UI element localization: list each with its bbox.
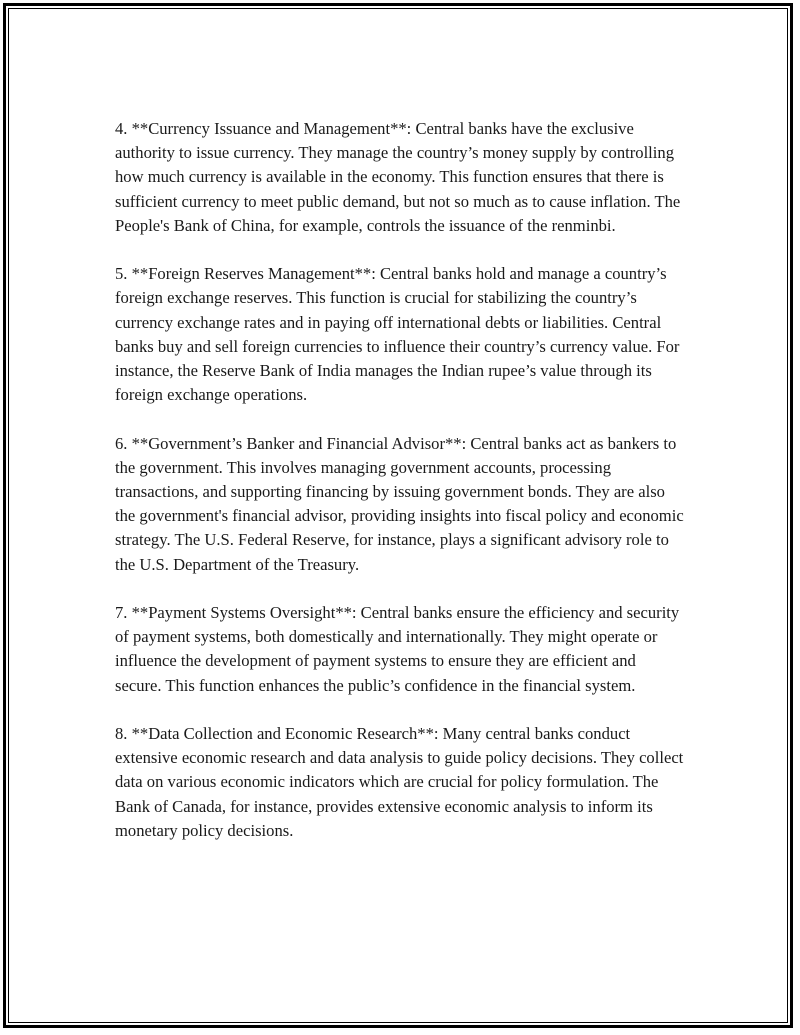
paragraph-payment-systems: 7. **Payment Systems Oversight**: Central banks ensure the efficiency and security of payment systems, both domestically and internationally. They might operate or influence the development of payment systems to ensure they are efficient and secure. This function enhances the public’s confidence in the financial system.	[115, 603, 680, 695]
paragraph-currency-issuance: 4. **Currency Issuance and Management**: Central banks have the exclusive authority to issue currency. They manage the country’s money supply by controlling how much currency is available in the economy. This function ensures that there is sufficient currency to meet public demand, but not so much as to cause inflation. The People's Bank of China, for example, controls the issuance of the renminbi.	[115, 119, 681, 235]
document-body	[115, 117, 685, 867]
paragraph-government-banker: 6. **Government’s Banker and Financial Advisor**: Central banks act as bankers to the government. This involves managing government accounts, processing transactions, and supporting financing by issuing government bonds. They are also the government's financial advisor, providing insights into fiscal policy and economic strategy. The U.S. Federal Reserve, for instance, plays a significant advisory role to the U.S. Department of the Treasury.	[115, 433, 684, 574]
paragraph-foreign-reserves: 5. **Foreign Reserves Management**: Central banks hold and manage a country’s foreign exchange reserves. This function is crucial for stabilizing the country’s currency exchange rates and in paying off international debts or liabilities. Central banks buy and sell foreign currencies to influence their country’s currency value. For instance, the Reserve Bank of India manages the Indian rupee’s value through its foreign exchange operations.	[115, 264, 680, 405]
paragraph-data-research: 8. **Data Collection and Economic Research**: Many central banks conduct extensive economic research and data analysis to guide policy decisions. They collect data on various economic indicators which are crucial for policy formulation. The Bank of Canada, for instance, provides extensive economic analysis to inform its monetary policy decisions.	[115, 724, 684, 840]
